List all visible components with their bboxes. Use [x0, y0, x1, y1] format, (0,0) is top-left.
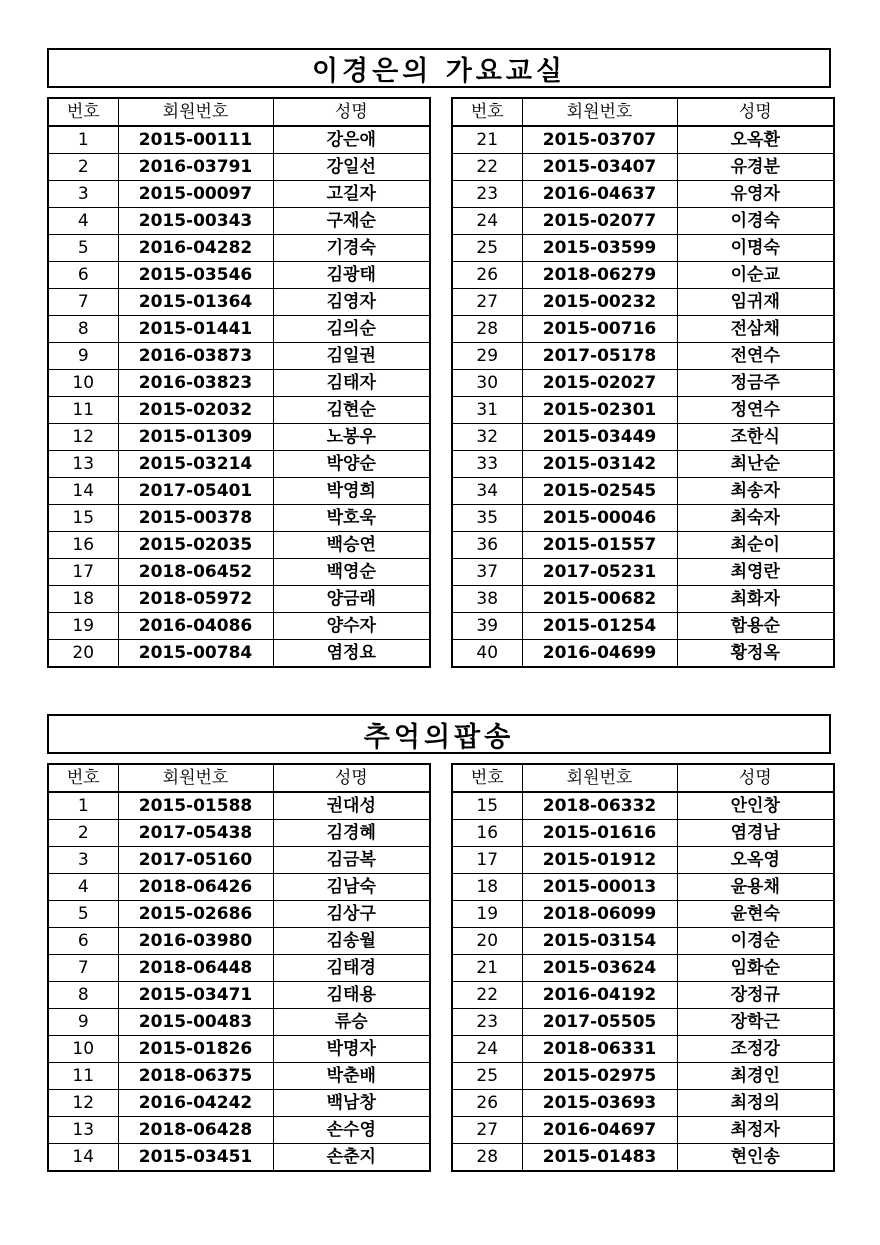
member-name: 박양순: [273, 451, 430, 478]
member-name: 정금주: [677, 370, 834, 397]
table-row: [452, 370, 834, 397]
table-row: [452, 792, 834, 820]
table-row: [48, 928, 430, 955]
member-id: 2015-00682: [522, 586, 677, 613]
table-row: [48, 235, 430, 262]
member-id: 2015-02975: [522, 1063, 677, 1090]
row-number: 3: [48, 181, 118, 208]
row-number: 34: [452, 478, 522, 505]
table-row: [452, 847, 834, 874]
table-row: [452, 820, 834, 847]
row-number: 37: [452, 559, 522, 586]
member-id: 2015-01483: [522, 1144, 677, 1172]
row-number: 13: [48, 451, 118, 478]
table-row: [48, 1090, 430, 1117]
member-name: 최화자: [677, 586, 834, 613]
member-id: 2015-03214: [118, 451, 273, 478]
row-number: 17: [48, 559, 118, 586]
table-row: [452, 505, 834, 532]
table-row: [452, 478, 834, 505]
table-row: [452, 451, 834, 478]
member-id: 2015-00716: [522, 316, 677, 343]
member-id: 2015-01254: [522, 613, 677, 640]
member-name: 함용순: [677, 613, 834, 640]
row-number: 14: [48, 478, 118, 505]
table-row: [48, 424, 430, 451]
member-name: 고길자: [273, 181, 430, 208]
member-name: 윤현숙: [677, 901, 834, 928]
member-id: 2015-03599: [522, 235, 677, 262]
row-number: 6: [48, 928, 118, 955]
table-row: [452, 955, 834, 982]
member-name: 김송월: [273, 928, 430, 955]
table-row: [452, 289, 834, 316]
table-row: [48, 289, 430, 316]
row-number: 11: [48, 1063, 118, 1090]
table-row: [452, 397, 834, 424]
member-name: 황정옥: [677, 640, 834, 668]
row-number: 19: [452, 901, 522, 928]
member-id: 2015-00483: [118, 1009, 273, 1036]
table-row: [452, 262, 834, 289]
member-id: 2015-02035: [118, 532, 273, 559]
row-number: 40: [452, 640, 522, 668]
row-number: 39: [452, 613, 522, 640]
member-id: 2016-04697: [522, 1117, 677, 1144]
table-row: [452, 343, 834, 370]
header-member-id: 회원번호: [522, 764, 677, 792]
table-row: [48, 1117, 430, 1144]
member-name: 박영희: [273, 478, 430, 505]
member-name: 박춘배: [273, 1063, 430, 1090]
table-row: [48, 982, 430, 1009]
member-name: 양수자: [273, 613, 430, 640]
row-number: 22: [452, 982, 522, 1009]
member-name: 오옥영: [677, 847, 834, 874]
member-name: 류승: [273, 1009, 430, 1036]
row-number: 26: [452, 262, 522, 289]
row-number: 8: [48, 982, 118, 1009]
table-row: [48, 126, 430, 154]
section-title: 추억의팝송: [47, 714, 831, 754]
table-row: [48, 792, 430, 820]
header-name: 성명: [273, 764, 430, 792]
row-number: 23: [452, 181, 522, 208]
table-row: [452, 1036, 834, 1063]
row-number: 33: [452, 451, 522, 478]
member-id: 2018-06332: [522, 792, 677, 820]
header-no: 번호: [48, 764, 118, 792]
table-row: [452, 126, 834, 154]
member-name: 최난순: [677, 451, 834, 478]
member-id: 2015-00097: [118, 181, 273, 208]
member-name: 전삼채: [677, 316, 834, 343]
roster-table-right: [451, 763, 835, 1172]
table-row: [452, 901, 834, 928]
table-row: [452, 1090, 834, 1117]
member-id: 2015-01826: [118, 1036, 273, 1063]
member-id: 2015-02027: [522, 370, 677, 397]
member-id: 2018-06428: [118, 1117, 273, 1144]
row-number: 38: [452, 586, 522, 613]
member-name: 김남숙: [273, 874, 430, 901]
member-name: 양금래: [273, 586, 430, 613]
member-id: 2016-04086: [118, 613, 273, 640]
member-id: 2017-05178: [522, 343, 677, 370]
header-name: 성명: [273, 98, 430, 126]
table-row: [452, 424, 834, 451]
member-id: 2015-02545: [522, 478, 677, 505]
member-name: 김금복: [273, 847, 430, 874]
member-name: 김태용: [273, 982, 430, 1009]
row-number: 4: [48, 874, 118, 901]
row-number: 2: [48, 820, 118, 847]
member-name: 염경남: [677, 820, 834, 847]
table-row: [48, 559, 430, 586]
table-row: [452, 559, 834, 586]
member-id: 2018-05972: [118, 586, 273, 613]
table-row: [452, 532, 834, 559]
table-row: [48, 640, 430, 668]
row-number: 5: [48, 901, 118, 928]
member-name: 안인창: [677, 792, 834, 820]
member-name: 임귀재: [677, 289, 834, 316]
table-row: [452, 613, 834, 640]
member-id: 2015-02032: [118, 397, 273, 424]
member-name: 권대성: [273, 792, 430, 820]
member-name: 전연수: [677, 343, 834, 370]
table-row: [452, 208, 834, 235]
member-id: 2015-00378: [118, 505, 273, 532]
row-number: 25: [452, 235, 522, 262]
member-id: 2015-02686: [118, 901, 273, 928]
header-name: 성명: [677, 98, 834, 126]
member-id: 2015-03471: [118, 982, 273, 1009]
row-number: 10: [48, 370, 118, 397]
header-member-id: 회원번호: [522, 98, 677, 126]
table-row: [48, 874, 430, 901]
header-member-id: 회원번호: [118, 98, 273, 126]
row-number: 26: [452, 1090, 522, 1117]
member-name: 최순이: [677, 532, 834, 559]
row-number: 24: [452, 1036, 522, 1063]
section-title: 이경은의 가요교실: [47, 48, 831, 88]
table-row: [48, 532, 430, 559]
member-name: 최정자: [677, 1117, 834, 1144]
member-id: 2016-04699: [522, 640, 677, 668]
table-row: [452, 928, 834, 955]
member-name: 김상구: [273, 901, 430, 928]
table-row: [452, 874, 834, 901]
member-name: 최정의: [677, 1090, 834, 1117]
member-id: 2016-04282: [118, 235, 273, 262]
member-name: 염정요: [273, 640, 430, 668]
member-id: 2015-02077: [522, 208, 677, 235]
member-name: 최경인: [677, 1063, 834, 1090]
row-number: 13: [48, 1117, 118, 1144]
member-id: 2018-06452: [118, 559, 273, 586]
row-number: 31: [452, 397, 522, 424]
member-id: 2015-01616: [522, 820, 677, 847]
row-number: 4: [48, 208, 118, 235]
row-number: 7: [48, 289, 118, 316]
member-name: 구재순: [273, 208, 430, 235]
member-id: 2016-03873: [118, 343, 273, 370]
member-name: 오옥환: [677, 126, 834, 154]
member-name: 김태자: [273, 370, 430, 397]
table-row: [48, 370, 430, 397]
row-number: 18: [48, 586, 118, 613]
member-id: 2016-04637: [522, 181, 677, 208]
member-id: 2015-00111: [118, 126, 273, 154]
row-number: 27: [452, 1117, 522, 1144]
row-number: 1: [48, 126, 118, 154]
table-row: [452, 181, 834, 208]
member-id: 2015-01441: [118, 316, 273, 343]
member-name: 유영자: [677, 181, 834, 208]
member-name: 조정강: [677, 1036, 834, 1063]
member-id: 2015-00013: [522, 874, 677, 901]
row-number: 27: [452, 289, 522, 316]
member-name: 이명숙: [677, 235, 834, 262]
member-name: 박명자: [273, 1036, 430, 1063]
row-number: 30: [452, 370, 522, 397]
table-row: [48, 955, 430, 982]
row-number: 16: [48, 532, 118, 559]
member-id: 2017-05231: [522, 559, 677, 586]
header-no: 번호: [452, 98, 522, 126]
table-row: [48, 847, 430, 874]
row-number: 14: [48, 1144, 118, 1172]
table-row: [48, 478, 430, 505]
row-number: 17: [452, 847, 522, 874]
table-row: [452, 1009, 834, 1036]
table-row: [452, 640, 834, 668]
row-number: 25: [452, 1063, 522, 1090]
member-id: 2015-03142: [522, 451, 677, 478]
member-name: 현인송: [677, 1144, 834, 1172]
table-row: [48, 1144, 430, 1172]
row-number: 15: [48, 505, 118, 532]
member-id: 2017-05505: [522, 1009, 677, 1036]
row-number: 9: [48, 1009, 118, 1036]
row-number: 23: [452, 1009, 522, 1036]
member-name: 손춘지: [273, 1144, 430, 1172]
table-row: [48, 1009, 430, 1036]
member-id: 2015-00232: [522, 289, 677, 316]
table-row: [48, 505, 430, 532]
member-id: 2015-01912: [522, 847, 677, 874]
row-number: 29: [452, 343, 522, 370]
member-id: 2018-06279: [522, 262, 677, 289]
row-number: 3: [48, 847, 118, 874]
member-id: 2018-06375: [118, 1063, 273, 1090]
member-name: 이경숙: [677, 208, 834, 235]
member-id: 2016-03791: [118, 154, 273, 181]
table-row: [48, 316, 430, 343]
header-name: 성명: [677, 764, 834, 792]
member-name: 손수영: [273, 1117, 430, 1144]
member-id: 2015-03154: [522, 928, 677, 955]
row-number: 1: [48, 792, 118, 820]
member-id: 2017-05401: [118, 478, 273, 505]
member-name: 김일권: [273, 343, 430, 370]
table-row: [48, 451, 430, 478]
member-name: 김경혜: [273, 820, 430, 847]
row-number: 12: [48, 1090, 118, 1117]
row-number: 21: [452, 955, 522, 982]
row-number: 8: [48, 316, 118, 343]
member-name: 김태경: [273, 955, 430, 982]
member-name: 김의순: [273, 316, 430, 343]
row-number: 12: [48, 424, 118, 451]
header-no: 번호: [452, 764, 522, 792]
member-name: 최송자: [677, 478, 834, 505]
member-id: 2015-03449: [522, 424, 677, 451]
member-id: 2015-03707: [522, 126, 677, 154]
member-id: 2015-02301: [522, 397, 677, 424]
row-number: 19: [48, 613, 118, 640]
table-row: [452, 1063, 834, 1090]
table-row: [48, 154, 430, 181]
member-name: 기경숙: [273, 235, 430, 262]
member-id: 2015-01557: [522, 532, 677, 559]
row-number: 11: [48, 397, 118, 424]
member-id: 2015-03451: [118, 1144, 273, 1172]
member-id: 2015-01588: [118, 792, 273, 820]
member-id: 2016-03980: [118, 928, 273, 955]
member-id: 2017-05160: [118, 847, 273, 874]
table-row: [48, 397, 430, 424]
member-name: 유경분: [677, 154, 834, 181]
member-name: 최숙자: [677, 505, 834, 532]
member-id: 2015-00046: [522, 505, 677, 532]
member-name: 김현순: [273, 397, 430, 424]
member-name: 김광태: [273, 262, 430, 289]
row-number: 20: [48, 640, 118, 668]
member-name: 이경순: [677, 928, 834, 955]
row-number: 10: [48, 1036, 118, 1063]
member-name: 조한식: [677, 424, 834, 451]
member-id: 2015-03407: [522, 154, 677, 181]
row-number: 2: [48, 154, 118, 181]
table-row: [452, 154, 834, 181]
table-row: [48, 820, 430, 847]
roster-table-left: [47, 97, 431, 668]
row-number: 35: [452, 505, 522, 532]
row-number: 15: [452, 792, 522, 820]
member-name: 최영란: [677, 559, 834, 586]
row-number: 9: [48, 343, 118, 370]
row-number: 18: [452, 874, 522, 901]
table-row: [452, 982, 834, 1009]
member-id: 2018-06331: [522, 1036, 677, 1063]
row-number: 22: [452, 154, 522, 181]
member-name: 강은애: [273, 126, 430, 154]
member-id: 2015-03624: [522, 955, 677, 982]
member-id: 2018-06099: [522, 901, 677, 928]
table-row: [48, 181, 430, 208]
member-name: 백승연: [273, 532, 430, 559]
member-id: 2015-01364: [118, 289, 273, 316]
member-id: 2015-00343: [118, 208, 273, 235]
table-row: [48, 613, 430, 640]
header-no: 번호: [48, 98, 118, 126]
member-name: 장학근: [677, 1009, 834, 1036]
table-row: [452, 235, 834, 262]
row-number: 6: [48, 262, 118, 289]
member-id: 2015-03693: [522, 1090, 677, 1117]
table-row: [452, 1144, 834, 1172]
table-row: [48, 586, 430, 613]
member-id: 2016-04192: [522, 982, 677, 1009]
member-id: 2015-03546: [118, 262, 273, 289]
member-name: 강일선: [273, 154, 430, 181]
member-name: 임화순: [677, 955, 834, 982]
roster-table-right: [451, 97, 835, 668]
table-row: [452, 1117, 834, 1144]
table-row: [48, 262, 430, 289]
member-name: 윤용채: [677, 874, 834, 901]
roster-table-left: [47, 763, 431, 1172]
table-row: [48, 1063, 430, 1090]
row-number: 20: [452, 928, 522, 955]
row-number: 36: [452, 532, 522, 559]
member-id: 2018-06448: [118, 955, 273, 982]
row-number: 16: [452, 820, 522, 847]
member-id: 2018-06426: [118, 874, 273, 901]
row-number: 5: [48, 235, 118, 262]
header-member-id: 회원번호: [118, 764, 273, 792]
member-name: 장정규: [677, 982, 834, 1009]
table-row: [48, 901, 430, 928]
member-name: 백영순: [273, 559, 430, 586]
row-number: 7: [48, 955, 118, 982]
row-number: 28: [452, 1144, 522, 1172]
table-row: [452, 316, 834, 343]
member-id: 2015-01309: [118, 424, 273, 451]
member-name: 정연수: [677, 397, 834, 424]
row-number: 28: [452, 316, 522, 343]
row-number: 32: [452, 424, 522, 451]
row-number: 21: [452, 126, 522, 154]
table-row: [48, 1036, 430, 1063]
member-id: 2015-00784: [118, 640, 273, 668]
member-name: 노봉우: [273, 424, 430, 451]
table-row: [48, 208, 430, 235]
member-id: 2016-04242: [118, 1090, 273, 1117]
table-row: [452, 586, 834, 613]
member-id: 2016-03823: [118, 370, 273, 397]
member-id: 2017-05438: [118, 820, 273, 847]
row-number: 24: [452, 208, 522, 235]
member-name: 백남창: [273, 1090, 430, 1117]
member-name: 김영자: [273, 289, 430, 316]
member-name: 박호욱: [273, 505, 430, 532]
member-name: 이순교: [677, 262, 834, 289]
table-row: [48, 343, 430, 370]
